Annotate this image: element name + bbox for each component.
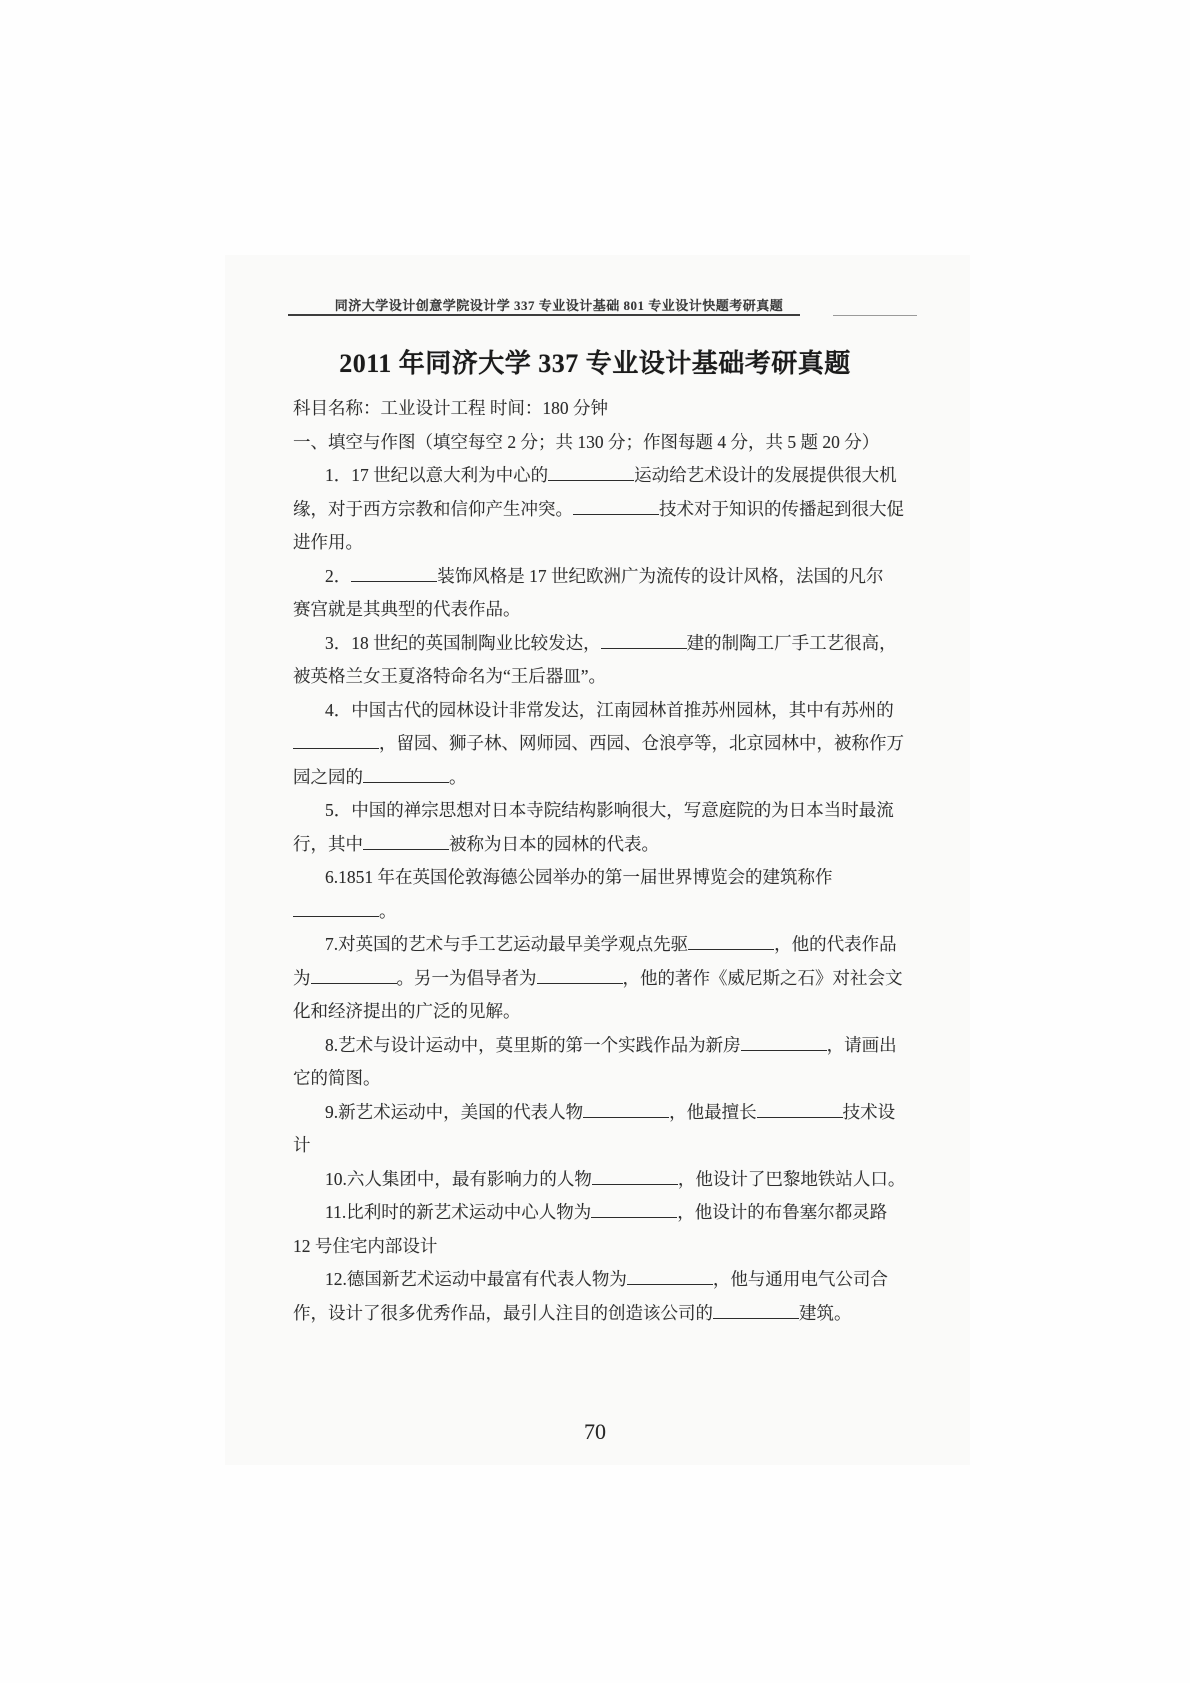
question-line	[293, 828, 953, 862]
fill-in-blank-underline	[592, 1169, 678, 1185]
question-text-segment: 计	[293, 1135, 311, 1155]
question-text-segment: ，他最擅长	[669, 1101, 757, 1122]
fill-in-blank-underline	[293, 901, 379, 917]
fill-in-blank-underline	[293, 733, 379, 749]
question-text-segment: ，留园、狮子林、网师园、西园、仓浪亭等，北京园林中，被称作万	[379, 733, 904, 753]
question-line	[293, 761, 953, 795]
question-line	[293, 526, 953, 560]
question-line	[293, 660, 953, 694]
question-line	[293, 593, 953, 627]
question-line	[293, 861, 953, 895]
question-text-segment: 7.对英国的艺术与手工艺运动最早美学观点先驱	[325, 934, 689, 954]
question-text-segment: ，他的著作《威尼斯之石》对社会文	[622, 967, 903, 988]
question-text-segment: 2．	[325, 565, 352, 586]
question-line	[293, 1062, 953, 1096]
question-text-segment: 11.比利时的新艺术运动中心人物为	[325, 1202, 592, 1222]
question-text-segment: 被称为日本的园林的代表。	[449, 833, 659, 854]
question-text-segment: 4．中国古代的园林设计非常发达，江南园林首推苏州园林，其中有苏州的	[325, 699, 894, 720]
question-line	[293, 727, 953, 761]
questions-container	[293, 459, 953, 1330]
question-text-segment: 8.艺术与设计运动中，莫里斯的第一个实践作品为新房	[325, 1034, 741, 1055]
question-text-segment: 技术对于知识的传播起到很大促	[659, 498, 904, 519]
question-line	[293, 1096, 953, 1130]
fill-in-blank-underline	[757, 1102, 843, 1118]
fill-in-blank-underline	[573, 499, 659, 515]
fill-in-blank-underline	[688, 934, 774, 950]
fill-in-blank-underline	[548, 465, 634, 481]
exam-body	[293, 392, 953, 1330]
question-line	[293, 1163, 953, 1197]
question-text-segment: ，他设计了巴黎地铁站人口。	[677, 1168, 906, 1189]
exam-title: 2011 年同济大学 337 专业设计基础考研真题	[339, 349, 851, 378]
header-rule-segment	[833, 315, 917, 316]
question-text-segment: 化和经济提出的广泛的见解。	[293, 1001, 521, 1021]
section-heading-line: 一、填空与作图（填空每空 2 分；共 130 分；作图每题 4 分，共 5 题 20 分）	[293, 431, 880, 452]
question-text-segment: 缘，对于西方宗教和信仰产生冲突。	[293, 498, 573, 519]
fill-in-blank-underline	[363, 767, 449, 783]
question-text-segment: 行，其中	[293, 833, 363, 854]
header-rule	[288, 314, 800, 316]
question-line	[293, 627, 953, 661]
question-text-segment: 它的简图。	[293, 1068, 381, 1088]
question-text-segment: 运动给艺术设计的发展提供很大机	[634, 465, 897, 485]
fill-in-blank-underline	[583, 1102, 669, 1118]
question-line	[293, 1263, 953, 1297]
question-line	[293, 794, 953, 828]
question-text-segment: ，他设计的布鲁塞尔都灵路	[677, 1202, 888, 1222]
fill-in-blank-underline	[311, 968, 397, 984]
question-text-segment: 12.德国新艺术运动中最富有代表人物为	[325, 1269, 627, 1289]
question-line	[293, 1129, 953, 1163]
question-text-segment: 建的制陶工厂手工艺很高，	[686, 632, 897, 653]
question-line	[293, 1029, 953, 1063]
fill-in-blank-underline	[351, 566, 437, 582]
fill-in-blank-underline	[537, 968, 623, 984]
running-header: 同济大学设计创意学院设计学 337 专业设计基础 801 专业设计快题考研真题	[334, 298, 784, 313]
page-number: 70	[584, 1419, 606, 1444]
question-text-segment: 9.新艺术运动中，美国的代表人物	[325, 1101, 584, 1122]
fill-in-blank-underline	[713, 1303, 799, 1319]
question-text-segment: ，他的代表作品	[774, 934, 897, 954]
fill-in-blank-underline	[741, 1035, 827, 1051]
question-text-segment: 6.1851 年在英国伦敦海德公园举办的第一届世界博览会的建筑称作	[325, 867, 833, 887]
question-line	[293, 459, 953, 493]
question-text-segment: 建筑。	[799, 1302, 852, 1323]
question-text-segment: 3．18 世纪的英国制陶业比较发达，	[325, 632, 601, 653]
question-line	[293, 962, 953, 996]
question-text-segment: 1．17 世纪以意大利为中心的	[325, 465, 549, 485]
fill-in-blank-underline	[601, 633, 687, 649]
question-text-segment: 园之园的	[293, 766, 363, 787]
question-text-segment: 5．中国的禅宗思想对日本寺院结构影响很大，写意庭院的为日本当时最流	[325, 800, 894, 820]
question-text-segment: 10.六人集团中，最有影响力的人物	[325, 1168, 592, 1189]
question-text-segment: 。	[449, 766, 467, 787]
question-text-segment: 赛宫就是其典型的代表作品。	[293, 599, 521, 619]
question-line	[293, 1196, 953, 1230]
question-text-segment: ，请画出	[826, 1034, 897, 1055]
question-text-segment: 作，设计了很多优秀作品，最引人注目的创造该公司的	[293, 1302, 713, 1323]
question-line	[293, 1297, 953, 1331]
question-text-segment: 被英格兰女王夏洛特命名为“王后器皿”。	[293, 666, 607, 686]
question-text-segment: 。另一为倡导者为	[396, 967, 537, 988]
question-line	[293, 1230, 953, 1264]
fill-in-blank-underline	[591, 1202, 677, 1218]
question-line	[293, 560, 953, 594]
fill-in-blank-underline	[363, 834, 449, 850]
question-text-segment: 技术设	[842, 1101, 896, 1122]
question-line	[293, 493, 953, 527]
question-text-segment: 为	[293, 967, 311, 988]
subject-meta-line: 科目名称：工业设计工程 时间：180 分钟	[293, 398, 608, 418]
question-text-segment: 。	[379, 900, 397, 921]
question-text-segment: ，他与通用电气公司合	[712, 1269, 888, 1289]
question-line	[293, 928, 953, 962]
question-text-segment: 12 号住宅内部设计	[293, 1235, 438, 1256]
question-line	[293, 694, 953, 728]
question-line	[293, 995, 953, 1029]
question-line	[293, 895, 953, 929]
question-text-segment: 装饰风格是 17 世纪欧洲广为流传的设计风格，法国的凡尔	[437, 565, 884, 586]
question-text-segment: 进作用。	[293, 532, 363, 552]
fill-in-blank-underline	[627, 1269, 713, 1285]
